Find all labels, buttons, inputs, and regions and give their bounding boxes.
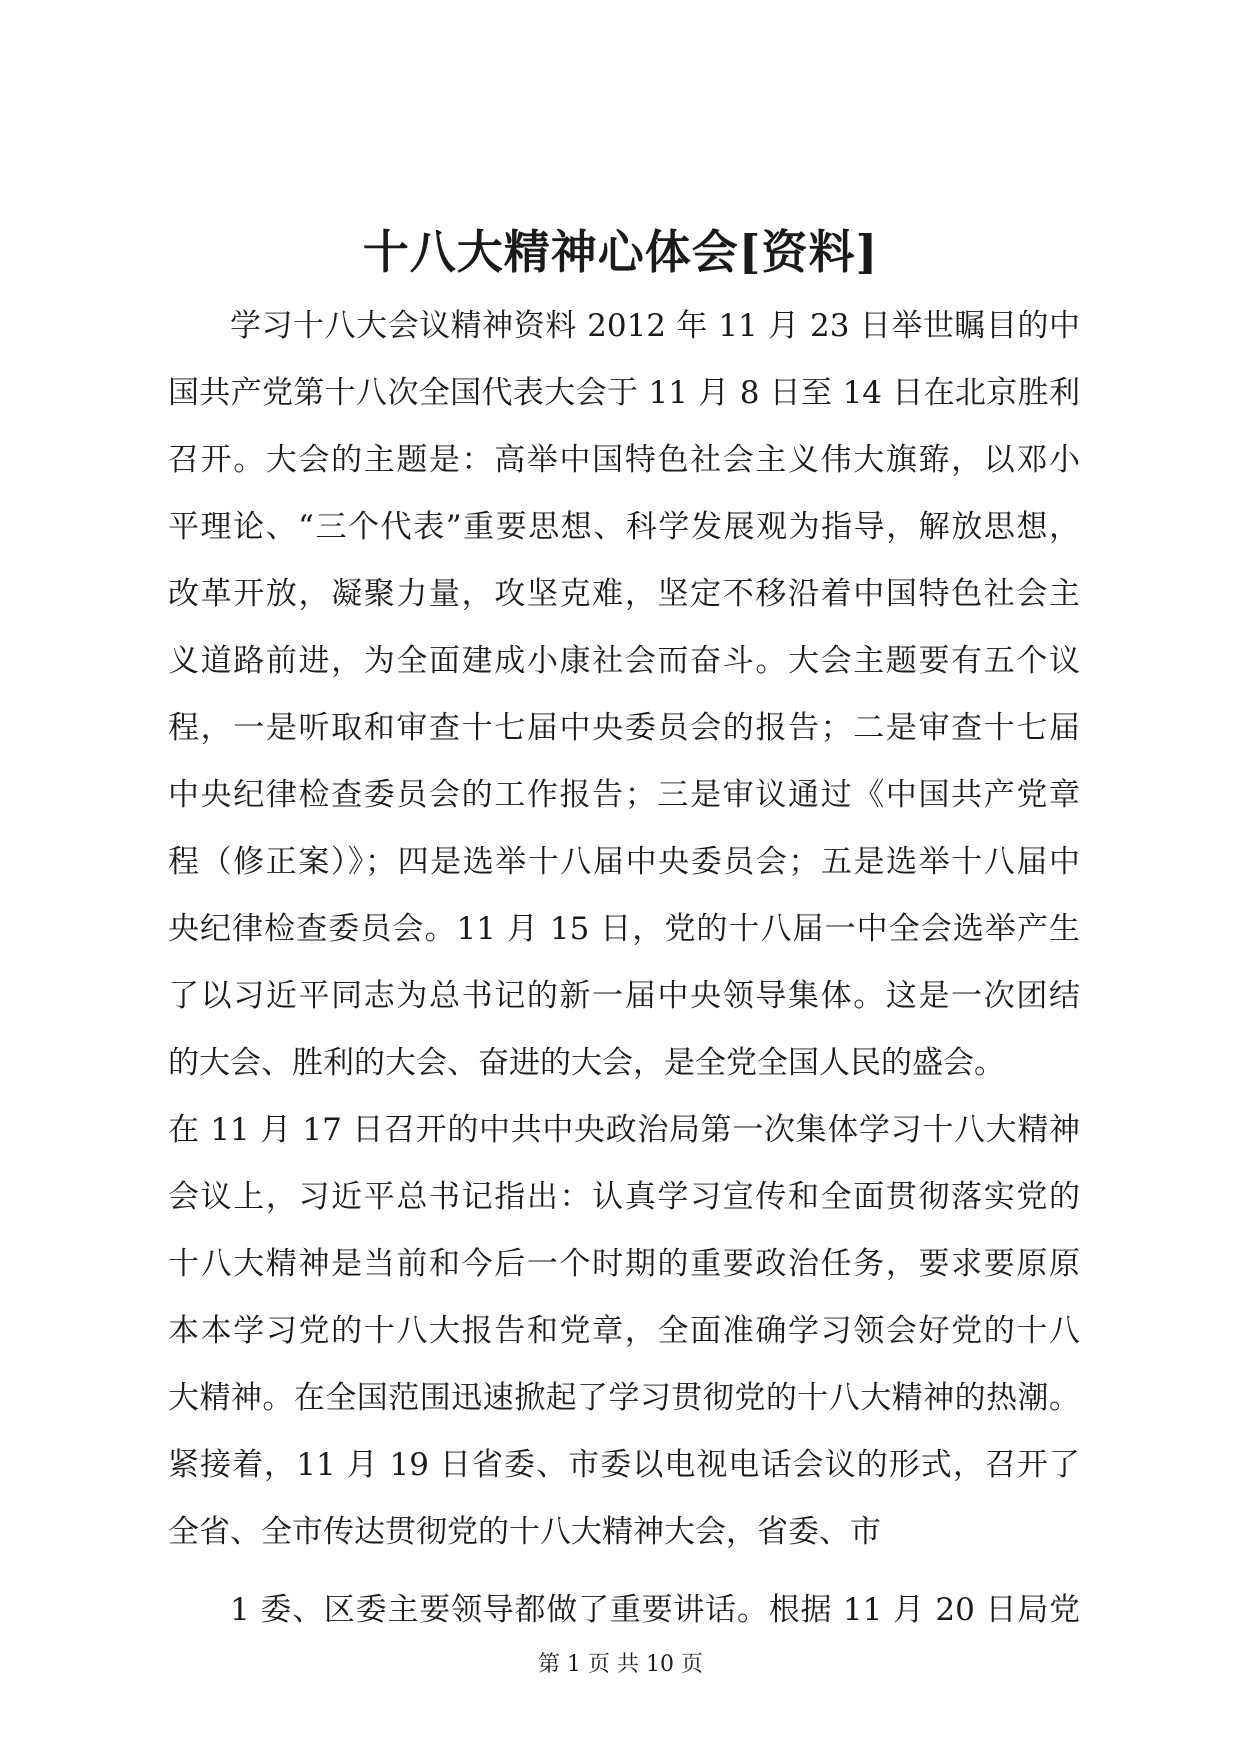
body-line: 国共产党第十八次全国代表大会于 11 月 8 日至 14 日在北京胜利	[168, 375, 1080, 411]
body-line: 1 委、区委主要领导都做了重要讲话。根据 11 月 20 日局党	[230, 1592, 1080, 1628]
body-line: 平理论、“三个代表”重要思想、科学发展观为指导，解放思想，	[168, 509, 1080, 545]
body-line: 本本学习党的十八大报告和党章，全面准确学习领会好党的十八	[168, 1313, 1080, 1349]
document-title: 十八大精神心体会[资料]	[362, 225, 879, 279]
body-line: 中央纪律检查委员会的工作报告；三是审议通过《中国共产党章	[168, 777, 1080, 813]
body-line: 十八大精神是当前和今后一个时期的重要政治任务，要求要原原	[168, 1246, 1080, 1282]
body-line: 改革开放，凝聚力量，攻坚克难，坚定不移沿着中国特色社会主	[168, 576, 1080, 612]
body-line: 央纪律检查委员会。11 月 15 日，党的十八届一中全会选举产生	[168, 911, 1080, 947]
body-line: 学习十八大会议精神资料 2012 年 11 月 23 日举世瞩目的中	[230, 308, 1080, 344]
body-line: 程（修正案）》；四是选举十八届中央委员会；五是选举十八届中	[168, 844, 1080, 880]
body-line: 召开。大会的主题是：高举中国特色社会主义伟大旗臶，以邓小	[168, 442, 1080, 478]
body-line: 在 11 月 17 日召开的中共中央政治局第一次集体学习十八大精神	[168, 1112, 1080, 1148]
body-line: 程，一是听取和审查十七届中央委员会的报告；二是审查十七届	[168, 710, 1080, 746]
body-line: 全省、全市传达贯彻党的十八大精神大会，省委、市	[168, 1514, 881, 1550]
body-line: 了以习近平同志为总书记的新一届中央领导集体。这是一次团结	[168, 978, 1080, 1014]
body-line: 义道路前进，为全面建成小康社会而奋斗。大会主题要有五个议	[168, 643, 1080, 679]
body-line: 的大会、胜利的大会、奋进的大会，是全党全国人民的盛会。	[168, 1045, 1005, 1081]
body-line: 紧接着，11 月 19 日省委、市委以电视电话会议的形式，召开了	[168, 1447, 1080, 1483]
page-footer: 第 1 页 共 10 页	[538, 1652, 703, 1677]
body-line: 会议上，习近平总书记指出：认真学习宣传和全面贯彻落实党的	[168, 1179, 1080, 1215]
body-line: 大精神。在全国范围迅速掀起了学习贯彻党的十八大精神的热潮。	[168, 1380, 1080, 1416]
